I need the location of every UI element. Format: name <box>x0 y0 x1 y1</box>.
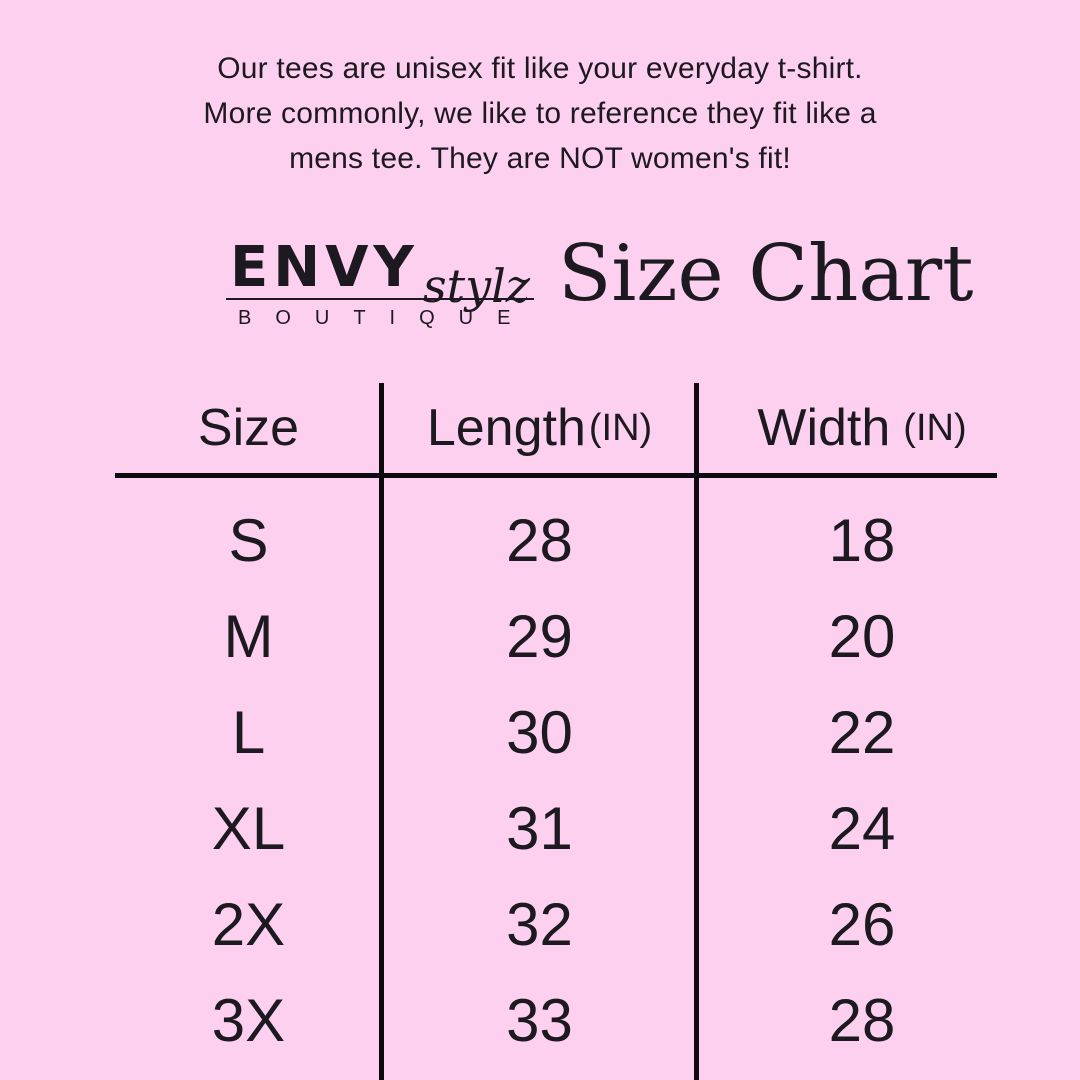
size-chart-body <box>115 492 1027 1068</box>
row-2x-width: 26 <box>828 890 896 958</box>
header-size-label: Size <box>197 399 300 457</box>
header-width <box>697 385 1027 471</box>
row-m-size: M <box>223 602 274 670</box>
page-title: Size Chart <box>558 229 974 319</box>
intro-text <box>0 46 1080 181</box>
size-chart-header-row <box>115 385 1027 471</box>
row-m-width: 20 <box>828 602 896 670</box>
header-underline <box>115 473 997 478</box>
header-width-unit: (IN) <box>903 406 967 449</box>
row-3x-size: 3X <box>211 986 286 1054</box>
header-length-label: Length <box>426 399 586 457</box>
row-3x-width: 28 <box>828 986 896 1054</box>
intro-line-3: mens tee. They are NOT women's fit! <box>289 142 791 175</box>
row-s-length: 28 <box>506 506 573 574</box>
brand-logo <box>226 235 535 330</box>
brand-logo-main <box>226 235 534 313</box>
row-l-length: 30 <box>506 698 573 766</box>
intro-line-2: More commonly, we like to reference they fit like a <box>203 97 877 130</box>
header-length <box>382 385 697 471</box>
row-xl-width: 24 <box>828 794 896 862</box>
brand-script-word: stylz <box>422 259 531 313</box>
row-2x-size: 2X <box>211 890 286 958</box>
header-length-unit: (IN) <box>588 406 653 449</box>
row-m-length: 29 <box>506 602 573 670</box>
row-2x-length: 32 <box>506 890 573 958</box>
row-xl-length: 31 <box>506 794 573 862</box>
header-width-label: Width <box>757 399 891 457</box>
row-s-width: 18 <box>828 506 896 574</box>
row-l-size: L <box>231 698 266 766</box>
brand-name: ENVY <box>229 235 419 300</box>
row-3x-length: 33 <box>506 986 573 1054</box>
row-xl-size: XL <box>211 794 286 862</box>
header-size <box>115 385 382 471</box>
brand-subtitle: BOUTIQUE <box>238 307 535 329</box>
row-l-width: 22 <box>828 698 896 766</box>
intro-line-1: Our tees are unisex fit like your everyday t-shirt. <box>217 52 863 85</box>
row-s-size: S <box>228 506 269 574</box>
